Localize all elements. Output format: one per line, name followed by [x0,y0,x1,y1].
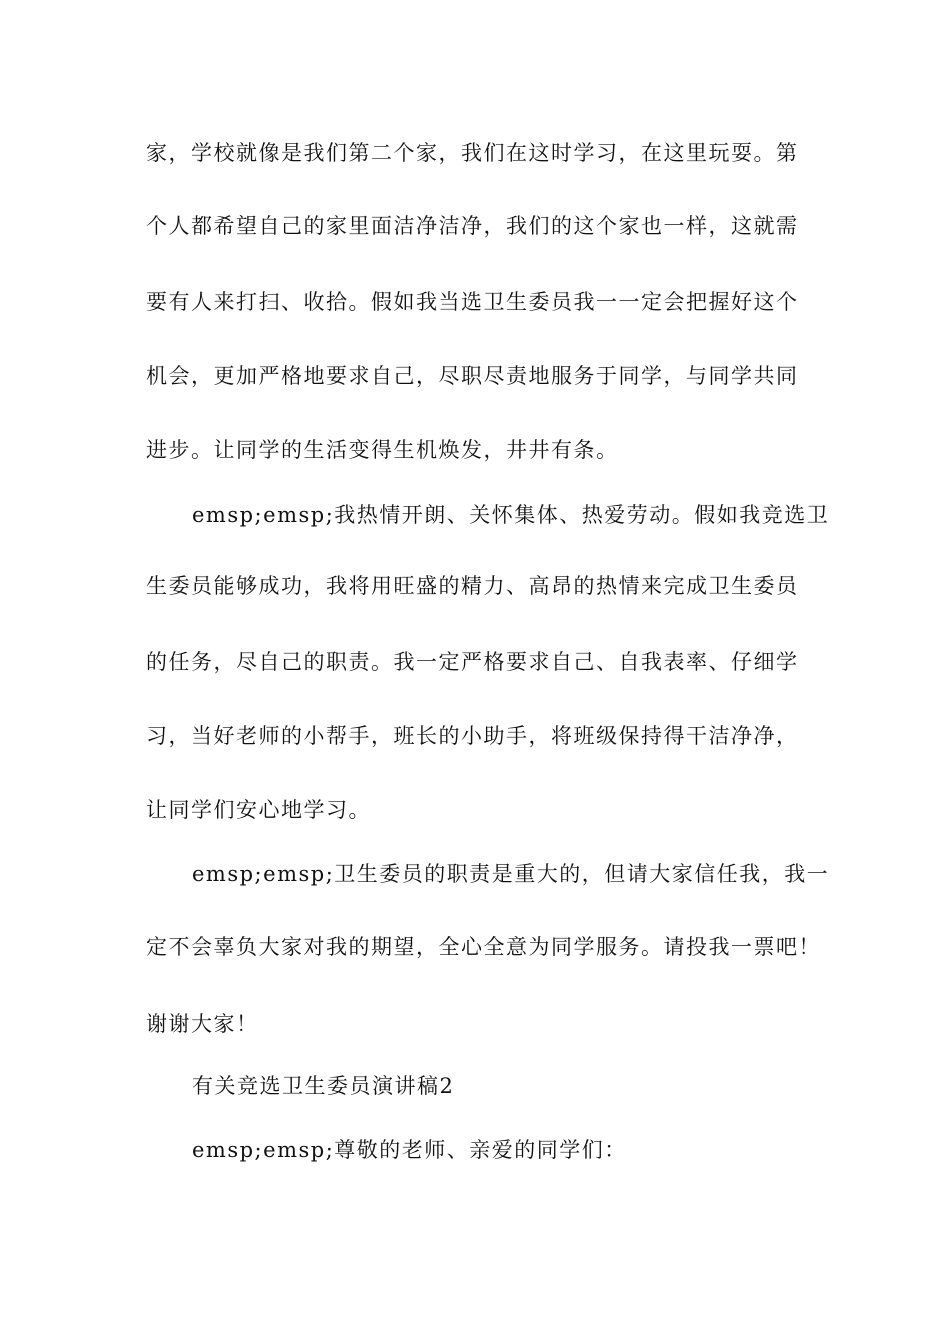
text-line: 家，学校就像是我们第二个家，我们在这时学习，在这里玩耍。第 [146,141,799,165]
salutation-line: emsp;emsp;尊敬的老师、亲爱的同学们： [192,1138,627,1162]
text-line: 定不会辜负大家对我的期望，全心全意为同学服务。请投我一票吧！ [146,935,821,959]
text-line: 习，当好老师的小帮手，班长的小助手，将班级保持得干洁净净， [146,724,799,748]
paragraph-start-line: emsp;emsp;我热情开朗、关怀集体、热爱劳动。假如我竞选卫 [192,503,830,527]
text-line: 让同学们安心地学习。 [146,798,371,822]
text-line: 生委员能够成功，我将用旺盛的精力、高昂的热情来完成卫生委员 [146,574,799,598]
text-line: 进步。让同学的生活变得生机焕发，井井有条。 [146,438,619,462]
section-heading: 有关竞选卫生委员演讲稿2 [192,1074,455,1098]
text-line: 的任务，尽自己的职责。我一定严格要求自己、自我表率、仔细学 [146,650,799,674]
paragraph-start-line: emsp;emsp;卫生委员的职责是重大的，但请大家信任我，我一 [192,862,830,886]
text-line: 要有人来打扫、收拾。假如我当选卫生委员我一一定会把握好这个 [146,290,799,314]
text-line: 谢谢大家！ [146,1012,259,1036]
text-line: 个人都希望自己的家里面洁净洁净，我们的这个家也一样，这就需 [146,214,799,238]
text-line: 机会，更加严格地要求自己，尽职尽责地服务于同学，与同学共同 [146,364,799,388]
